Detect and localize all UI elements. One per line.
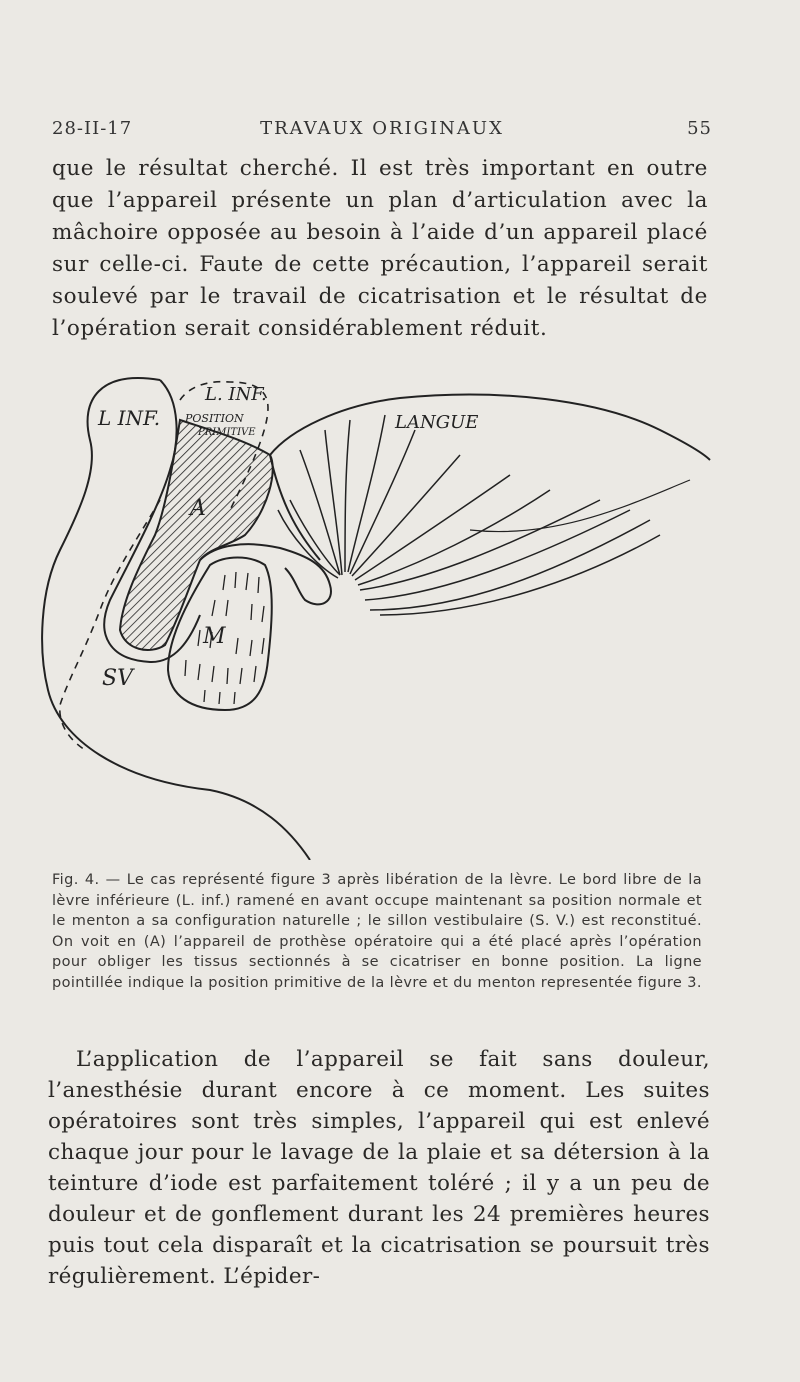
tongue-lower-line <box>470 480 690 532</box>
header-title: TRAVAUX ORIGINAUX <box>260 118 504 139</box>
label-sv: SV <box>102 666 133 691</box>
label-l-inf: L INF. <box>98 406 161 430</box>
header-date: 28-II-17 <box>52 118 133 139</box>
label-a: A <box>190 496 206 521</box>
page-number: 55 <box>687 118 712 139</box>
label-langue: LANGUE <box>395 412 479 433</box>
paragraph-2 <box>48 1044 710 1292</box>
tongue-outline <box>270 395 710 560</box>
label-m: M <box>203 624 226 649</box>
paragraph-2-text: L’application de l’appareil se fait sans douleur, l’anesthésie durant encore à ce moment. Les suites opératoires sont très simples, l’appareil qui est enlevé chaque jour pour le lavage de la plaie et sa détersion à la teinture d’iode est parfaitement toléré ; il y a un peu de douleur et de gonflement durant les 24 premières heures puis tout cela disparaît et la cicatrisation se poursuit très régulièrement. L’épider- <box>48 1047 710 1289</box>
running-header <box>52 118 712 148</box>
label-primitive: PRIMITIVE <box>198 427 256 438</box>
label-l-inf-top: L. INF. <box>205 384 267 405</box>
tongue-fibers <box>278 415 660 615</box>
paragraph-1-text: que le résultat cherché. Il est très important en outre que l’appareil présente un plan d’articulation avec la mâchoire opposée au besoin à l’aide d’un appareil placé sur celle-ci. Faute de cette précaution, l’appareil serait soulevé par le travail de cicatrisation et le résultat de l’opération serait considérablement réduit. <box>52 156 708 341</box>
gum-contour <box>200 544 331 604</box>
label-position: POSITION <box>185 412 244 425</box>
figure-caption <box>52 870 702 993</box>
figure-caption-text: Fig. 4. — Le cas représenté figure 3 après libération de la lèvre. Le bord libre de la lèvre inférieure (L. inf.) ramené en avant occupe maintenant sa position normale et le menton a sa configuration naturelle ; le sillon vestibulaire (S. V.) est reconstitué. On voit en (A) l’appareil de prothèse opératoire qui a été placé après l’opération pour obliger les tissus sectionnés à se cicatriser en bonne position. La ligne pointillée indique la position primitive de la lèvre et du menton representée figure 3. <box>52 872 702 991</box>
paragraph-1 <box>52 153 708 345</box>
figure-4-illustration <box>40 360 720 860</box>
